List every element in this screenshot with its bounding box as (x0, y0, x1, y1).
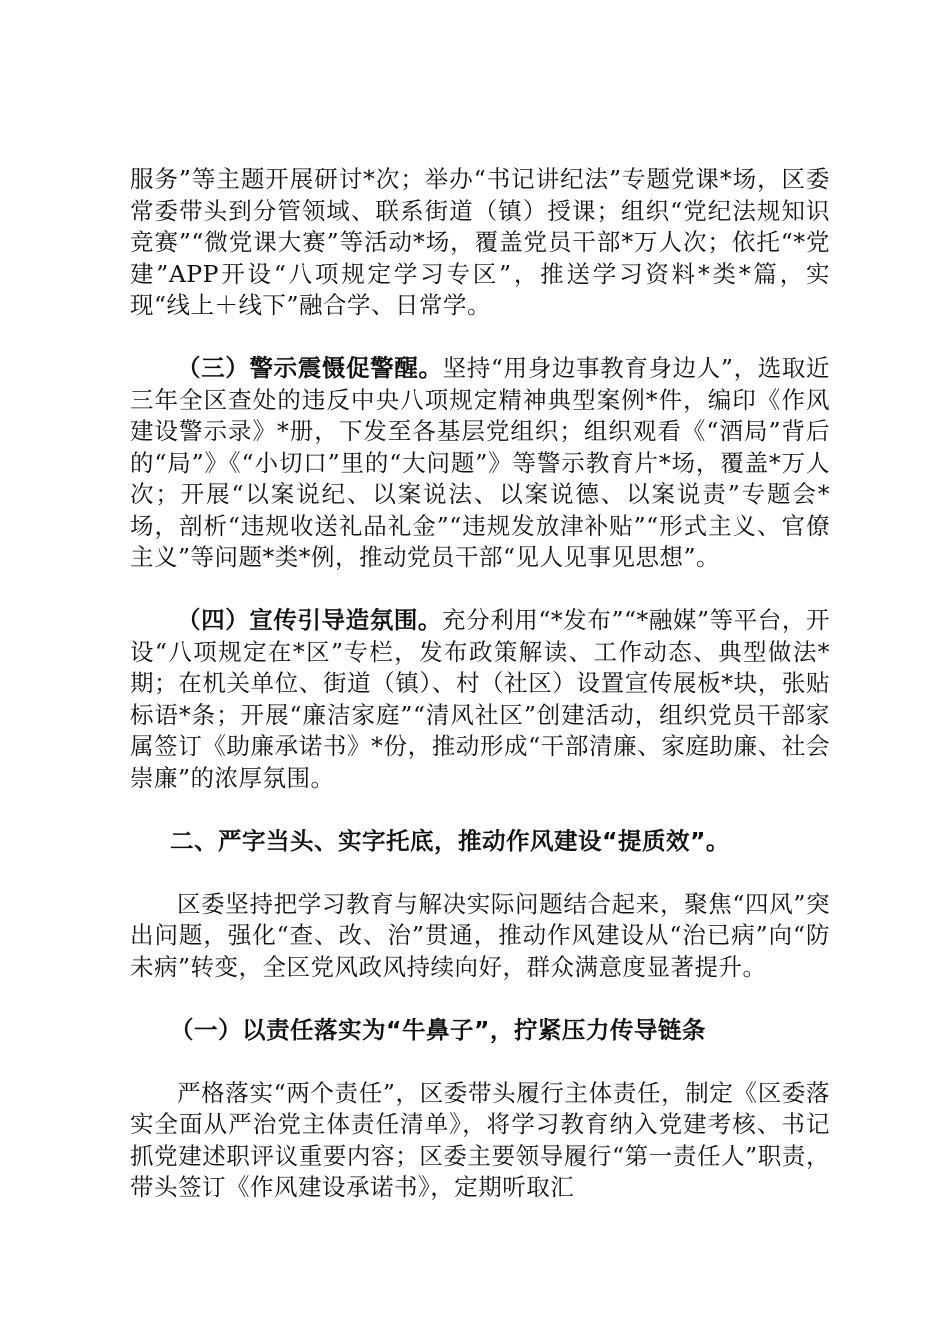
heading-part-two: 二、严字当头、实字托底，推动作风建设“提质效”。 (170, 826, 730, 855)
paragraph-continuation: 服务”等主题开展研讨*次；举办“书记讲纪法”专题党课*场，区委常委带头到分管领域、联系街道（镇）授课；组织“党纪法规知识竞赛”“微党课大赛”等活动*场，覆盖党员干部*万人次；依托“*党建”APP开设“八项规定学习专区”，推送学习资料*类*篇，实现“线上＋线下”融合学、日常学。 (130, 165, 830, 319)
subheading-responsibility: （一）以责任落实为“牛鼻子”，拧紧压力传导链条 (170, 1015, 706, 1044)
document-body (130, 164, 830, 1235)
paragraph-part-two-intro: 区委坚持把学习教育与解决实际问题结合起来，聚焦“四风”突出问题，强化“查、改、治”贯通，推动作风建设从“治已病”向“防未病”转变，全区党风政风持续向好，群众满意度显著提升。 (130, 889, 830, 981)
paragraph-section-3 (130, 353, 830, 574)
section-3-lead: （三）警示震慑促警醒。 (177, 354, 443, 382)
section-3-body: 坚持“用身边事教育身边人”，选取近三年全区查处的违反中央八项规定精神典型案例*件，编印《作风建设警示录》*册，下发至各基层党组织；组织观看《“酒局”背后的“局”》《“小切口”里的“大问题”》等警示教育片*场，覆盖*万人次；开展“以案说纪、以案说法、以案说德、以案说责”专题会*场，剖析“违规收送礼品礼金”“违规发放津补贴”“形式主义、官僚主义”等问题*类*例，推动党员干部“见人见事见思想”。 (130, 354, 831, 571)
paragraph-section-4 (130, 605, 830, 794)
section-4-lead: （四）宣传引导造氛围。 (177, 606, 443, 634)
paragraph-responsibility: 严格落实“两个责任”，区委带头履行主体责任，制定《区委落实全面从严治党主体责任清单》，将学习教育纳入党建考核、书记抓党建述职评议重要内容；区委主要领导履行“第一责任人”职责，带头签订《作风建设承诺书》，定期听取汇 (130, 1078, 830, 1201)
section-4-body: 充分利用“*发布”“*融媒”等平台，开设“八项规定在*区”专栏，发布政策解读、工作动态、典型做法*期；在机关单位、街道（镇）、村（社区）设置宣传展板*块，张贴标语*条；开展“廉洁家庭”“清风社区”创建活动，组织党员干部家属签订《助廉承诺书》*份，推动形成“干部清廉、家庭助廉、社会崇廉”的浓厚氛围。 (130, 606, 830, 792)
